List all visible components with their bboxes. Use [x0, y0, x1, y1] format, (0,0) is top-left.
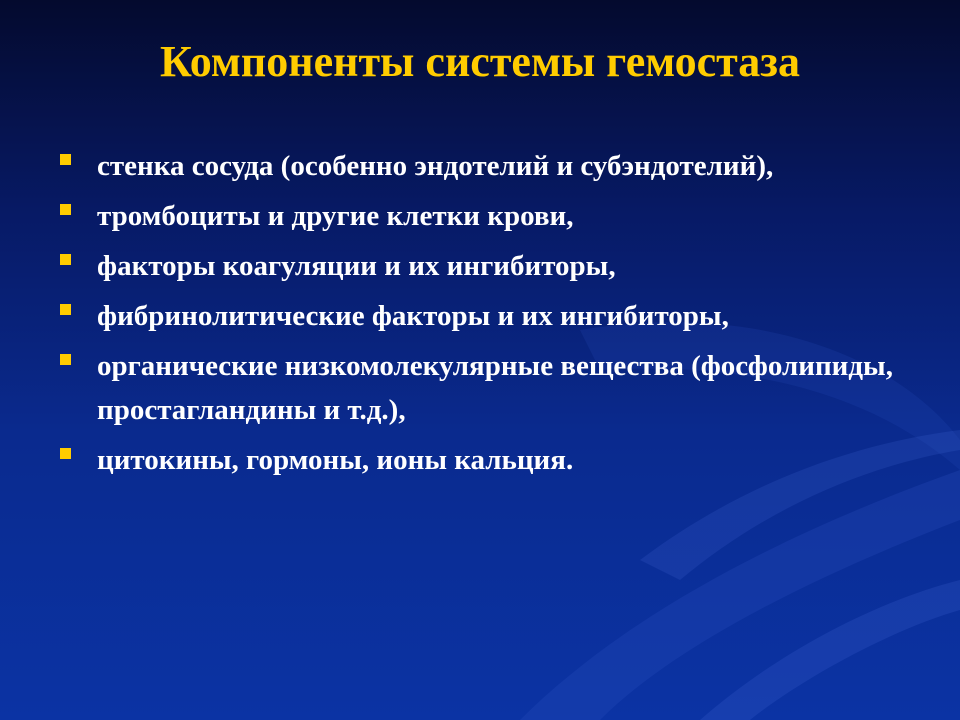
- bullet-text: тромбоциты и другие клетки крови,: [97, 200, 574, 232]
- square-bullet-icon: [60, 154, 71, 165]
- bullet-text: стенка сосуда (особенно эндотелий и субэндотелий),: [97, 150, 774, 182]
- bullet-list: [60, 144, 920, 488]
- bullet-item: [60, 144, 920, 188]
- square-bullet-icon: [60, 304, 71, 315]
- square-bullet-icon: [60, 354, 71, 365]
- bullet-item: [60, 194, 920, 238]
- square-bullet-icon: [60, 254, 71, 265]
- bullet-item: [60, 244, 920, 288]
- bullet-item: [60, 294, 920, 338]
- square-bullet-icon: [60, 448, 71, 459]
- bullet-text: фибринолитические факторы и их ингибиторы,: [97, 300, 729, 332]
- bullet-item: [60, 438, 920, 482]
- bullet-text: цитокины, гормоны, ионы кальция.: [97, 444, 574, 476]
- slide-title: Компоненты системы гемостаза: [160, 37, 800, 86]
- bullet-item: [60, 344, 920, 432]
- bullet-text: органические низкомолекулярные вещества (фосфолипиды, простагландины и т.д.),: [97, 350, 893, 426]
- bullet-text: факторы коагуляции и их ингибиторы,: [97, 250, 616, 282]
- square-bullet-icon: [60, 204, 71, 215]
